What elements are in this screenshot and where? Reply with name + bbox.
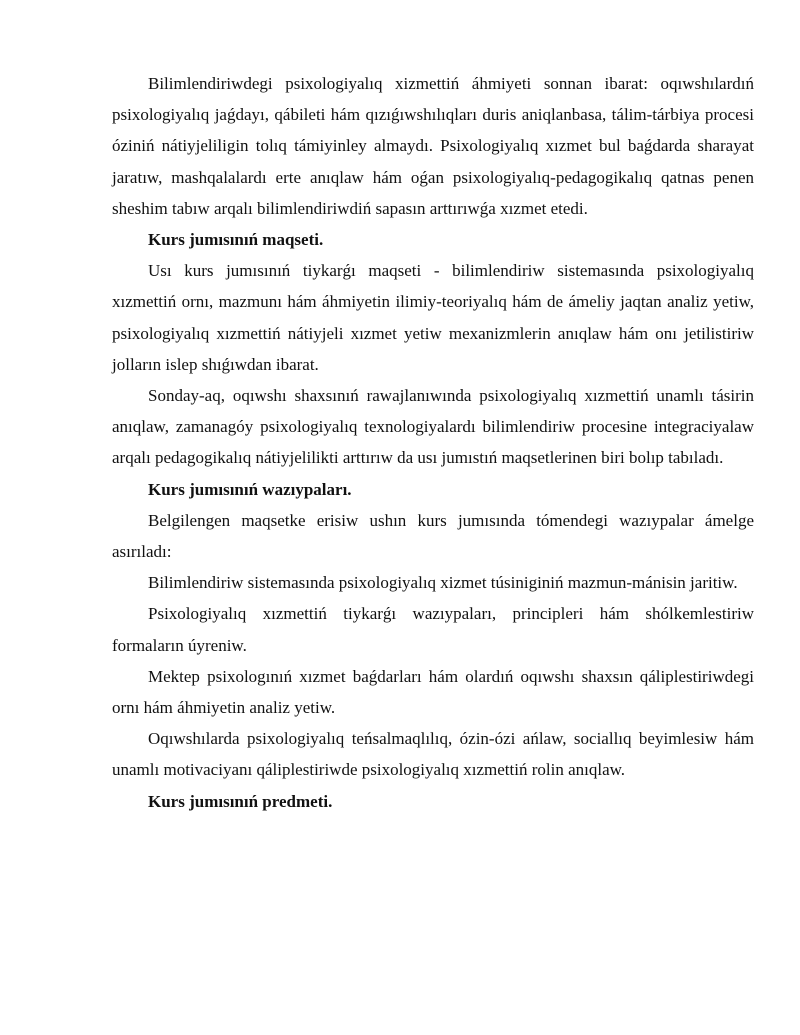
heading-goal: Kurs jumısınıń maqseti.	[148, 230, 324, 250]
document-page	[112, 68, 754, 817]
paragraph-goal: Usı kurs jumısınıń tiykarǵı maqseti - bilimlendiriw sistemasında psixologiyalıq xızmettiń ornı, mazmunı hám áhmiyetin ilimiy-teoriyalıq hám de ámeliy jaqtan analiz yetiw, psixologiyalıq xızmettiń nátiyjeli xızmet yetiw mexanizmlerin anıqlaw hám onı jetilistiriw jolların islep shıǵıwdan ibarat.	[112, 261, 754, 374]
task-item-4: Oqıwshılarda psixologiyalıq teńsalmaqlılıq, ózin-ózi ańlaw, sociallıq beyimlesiw hám unamlı motivaciyanı qáliplestiriwde psixologiyalıq xızmettiń rolin anıqlaw.	[112, 729, 754, 780]
heading-tasks: Kurs jumısınıń wazıypaları.	[148, 479, 352, 499]
paragraph-importance: Bilimlendiriwdegi psixologiyalıq xizmettiń áhmiyeti sonnan ibarat: oqıwshılardıń psixologiyalıq jaǵdayı, qábileti hám qızıǵıwshılıqları duris aniqlanbasa, tálim-tárbiya procesi óziniń nátiyjeliligin tolıq támiyinley almaydı. Psixologiyalıq xızmet bul baǵdarda sharayat jaratıw, mashqalalardı erte anıqlaw hám oǵan psixologiyalıq-pedagogikalıq qatnas penen sheshim tabıw arqalı bilimlendiriwdiń sapasın arttırıwǵa xızmet etedi.	[112, 74, 754, 218]
task-item-1: Bilimlendiriw sistemasında psixologiyalıq xizmet túsiniginiń mazmun-mánisin jaritiw.	[148, 573, 738, 593]
paragraph-goal-additional: Sonday-aq, oqıwshı shaxsınıń rawajlanıwında psixologiyalıq xızmettiń unamlı tásirin anıqlaw, zamanagóy psixologiyalıq texnologiyalardı bilimlendiriw procesine integraciyalaw arqalı pedagogikalıq nátiyjelilikti arttırıw da usı jumıstıń maqsetlerinen biri bolıp tabıladı.	[112, 386, 754, 468]
heading-subject: Kurs jumısınıń predmeti.	[148, 791, 333, 811]
task-item-2: Psixologiyalıq xızmettiń tiykarǵı wazıypaları, principleri hám shólkemlestiriw formaların úyreniw.	[112, 604, 754, 655]
task-item-3: Mektep psixologınıń xızmet baǵdarları hám olardıń oqıwshı shaxsın qáliplestiriwdegi ornı hám áhmiyetin analiz yetiw.	[112, 666, 754, 718]
paragraph-tasks-intro: Belgilengen maqsetke erisiw ushın kurs jumısında tómendegi wazıypalar ámelge asırıladı:	[112, 510, 754, 562]
